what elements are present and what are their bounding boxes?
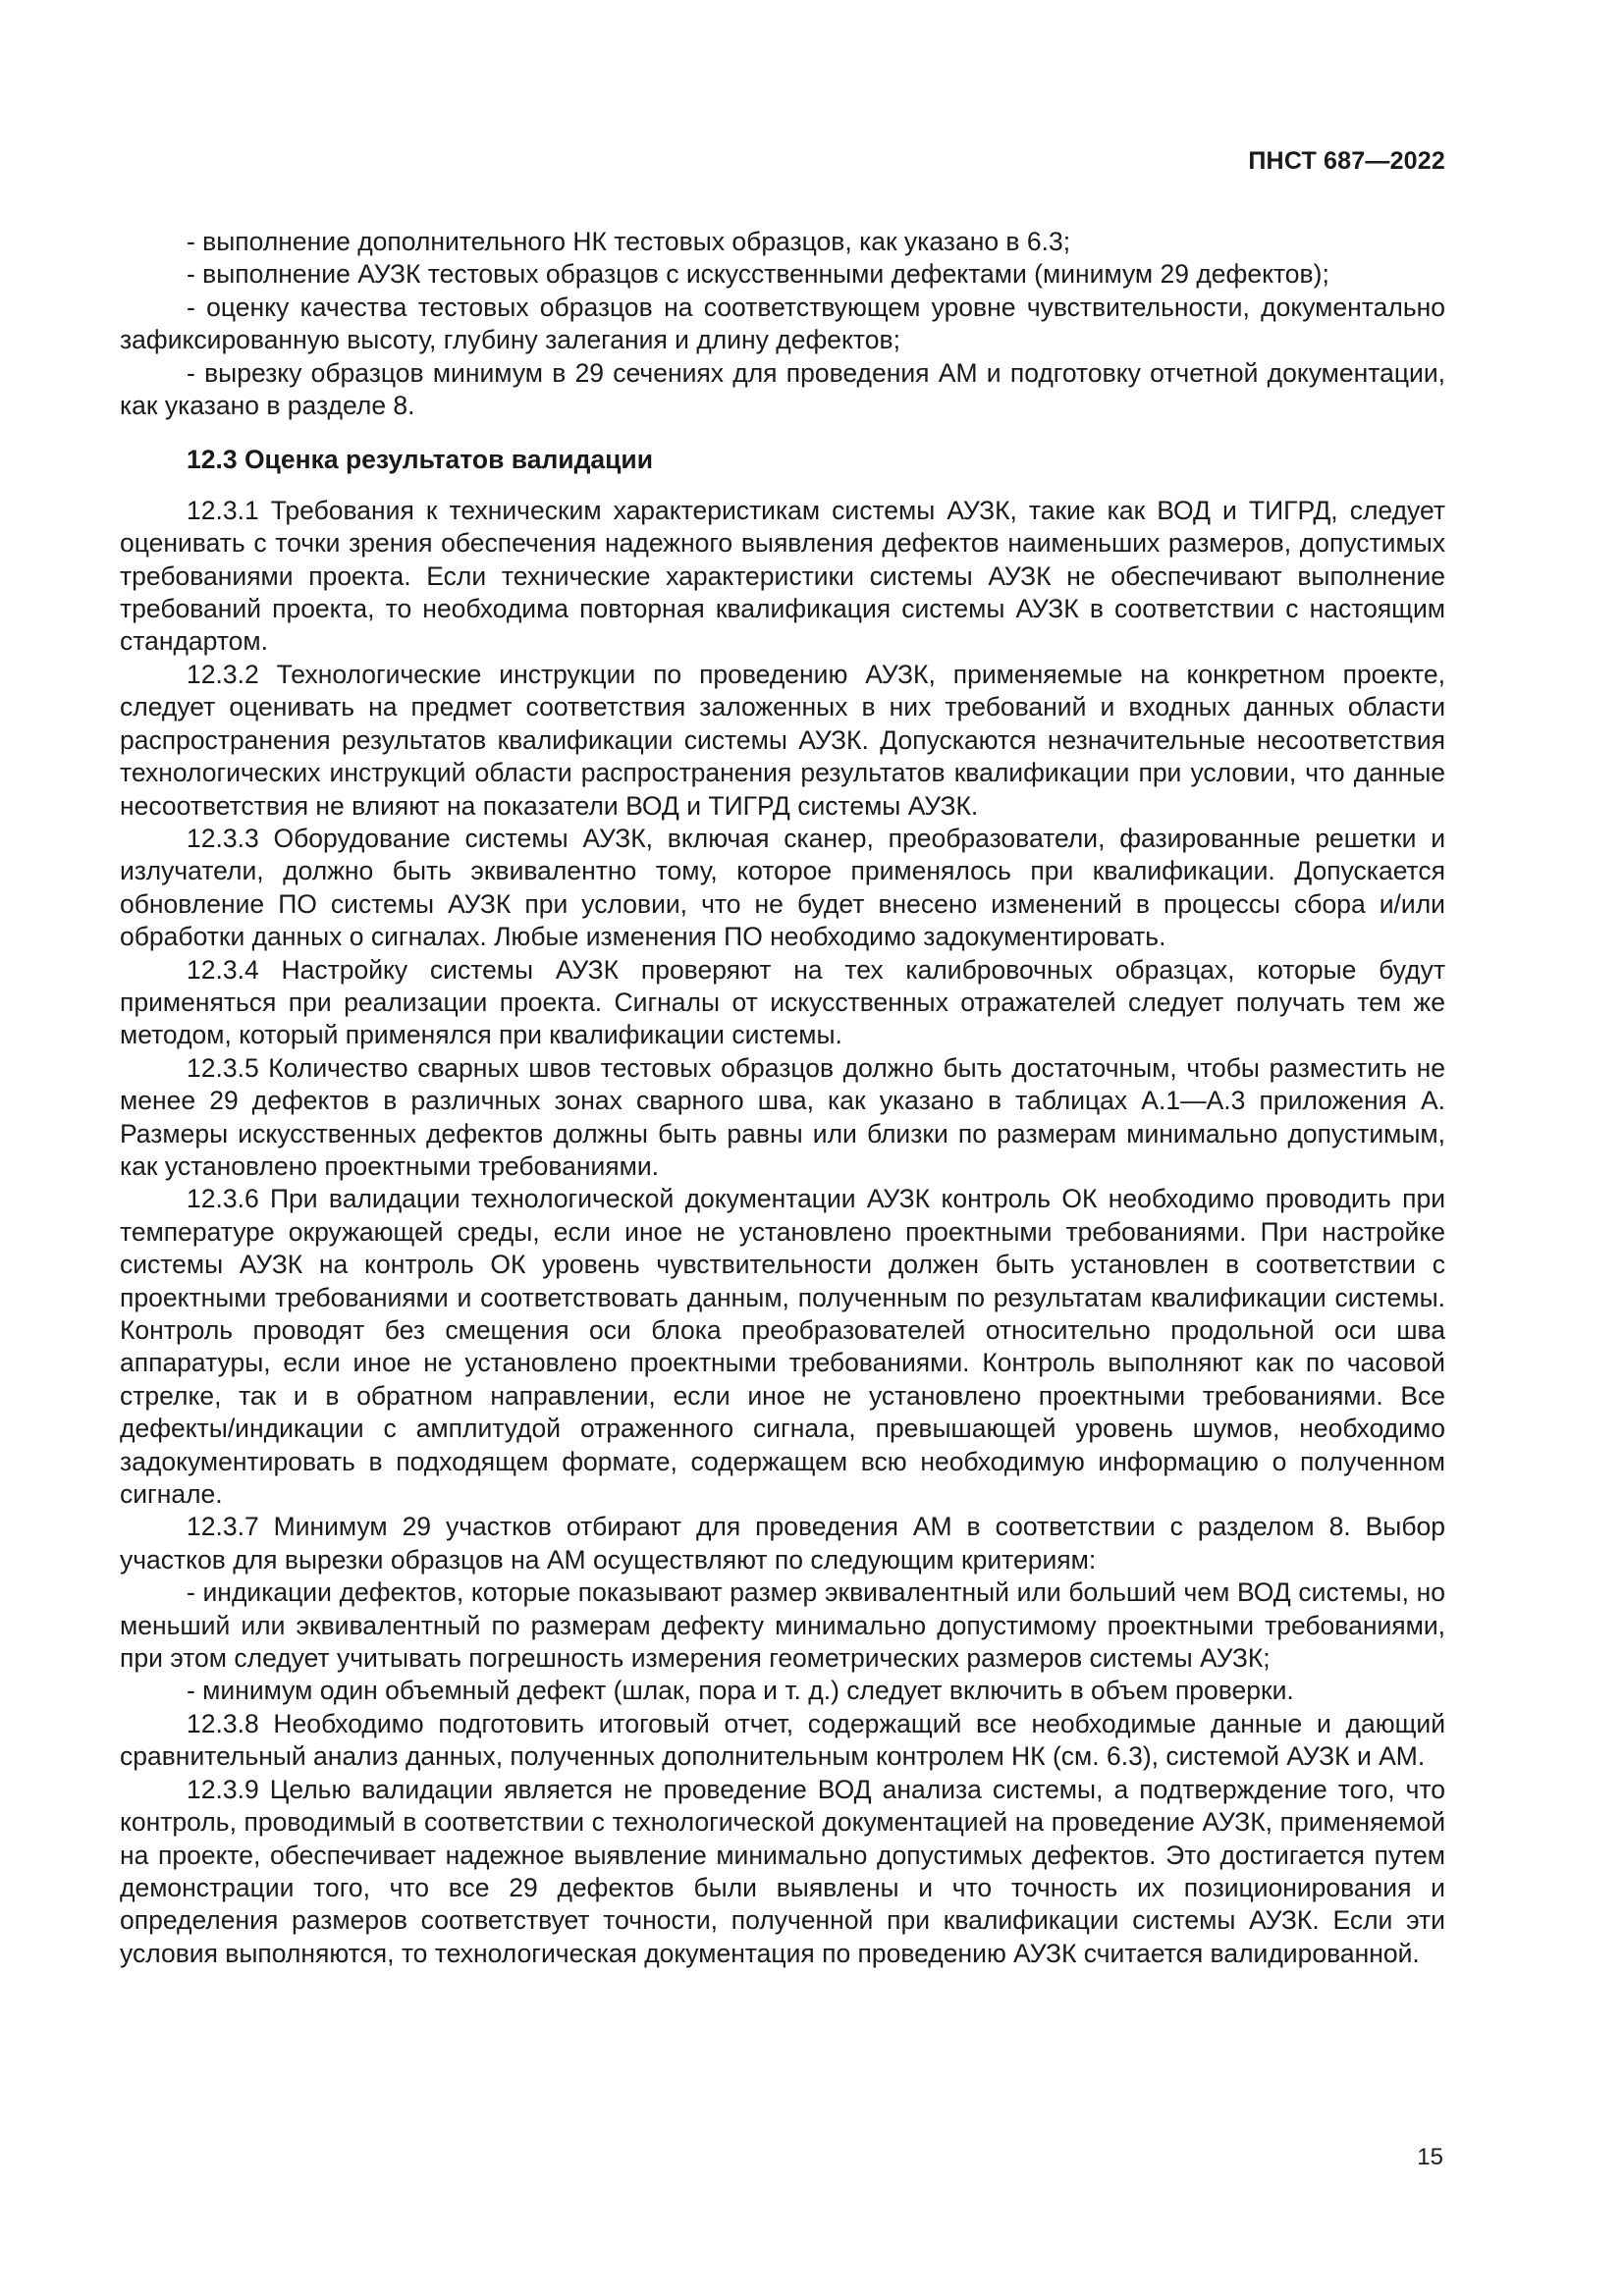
- section-heading: 12.3 Оценка результатов валидации: [187, 445, 653, 475]
- page-number: 15: [1417, 2144, 1443, 2170]
- paragraph-12-3-2: 12.3.2 Технологические инструкции по проведению АУЗК, применяемые на конкретном проекте, следует оценивать на предмет соответствия заложенных в них требований и входных данных области распространения результатов квалификации системы АУЗК. Допускаются незначительные несоответствия технологических инструкций области распространения результатов квалификации при условии, что данные несоответствия не влияют на показатели ВОД и ТИГРД системы АУЗК.: [120, 659, 1445, 821]
- paragraph-12-3-3: 12.3.3 Оборудование системы АУЗК, включая сканер, преобразователи, фазированные решетки и излучатели, должно быть эквивалентно тому, которое применялось при квалификации. Допускается обновление ПО системы АУЗК при условии, что не будет внесено изменений в процессы сбора и/или обработки данных о сигналах. Любые изменения ПО необходимо задокументировать.: [120, 823, 1445, 952]
- list-item-criterion-volumetric: - минимум один объемный дефект (шлак, пора и т. д.) следует включить в объем проверки.: [187, 1676, 1294, 1706]
- paragraph-12-3-1: 12.3.1 Требования к техническим характеристикам системы АУЗК, такие как ВОД и ТИГРД, следует оценивать с точки зрения обеспечения надежного выявления дефектов наименьших размеров, допустимых требованиями проекта. Если технические характеристики системы АУЗК не обеспечивают выполнение требований проекта, то необходима повторная квалификация системы АУЗК в соответствии с настоящим стандартом.: [120, 495, 1445, 657]
- document-code: ПНСТ 687—2022: [1248, 147, 1445, 175]
- paragraph-12-3-9: 12.3.9 Целью валидации является не проведение ВОД анализа системы, а подтверждение того, что контроль, проводимый в соответствии с технологической документацией на проведение АУЗК, применяемой на проекте, обеспечивает надежное выявление минимально допустимых дефектов. Это достигается путем демонстрации того, что все 29 дефектов были выявлены и что точность их позиционирования и определения размеров соответствует точности, полученной при квалификации системы АУЗК. Если эти условия выполняются, то технологическая документация по проведению АУЗК считается валидированной.: [120, 1774, 1445, 1968]
- paragraph-12-3-8: 12.3.8 Необходимо подготовить итоговый отчет, содержащий все необходимые данные и дающий сравнительный анализ данных, полученных дополнительным контролем НК (см. 6.3), системой АУЗК и АМ.: [120, 1708, 1445, 1772]
- list-item-ausk-test-samples: - выполнение АУЗК тестовых образцов с искусственными дефектами (минимум 29 дефектов);: [187, 259, 1329, 290]
- page-content: [120, 226, 1445, 1970]
- paragraph-12-3-4: 12.3.4 Настройку системы АУЗК проверяют на тех калибровочных образцах, которые будут применяться при реализации проекта. Сигналы от искусственных отражателей следует получать тем же методом, который применялся при квалификации системы.: [120, 954, 1445, 1050]
- list-item-additional-ndt: - выполнение дополнительного НК тестовых образцов, как указано в 6.3;: [187, 227, 1071, 256]
- paragraph-12-3-5: 12.3.5 Количество сварных швов тестовых образцов должно быть достаточным, чтобы разместить не менее 29 дефектов в различных зонах сварного шва, как указано в таблицах А.1—А.3 приложения А. Размеры искусственных дефектов должны быть равны или близки по размерам минимально допустимым, как установлено проектными требованиями.: [120, 1052, 1445, 1181]
- list-item-sample-cutting: - вырезку образцов минимум в 29 сечениях для проведения АМ и подготовку отчетной документации, как указано в разделе 8.: [120, 357, 1445, 421]
- paragraph-12-3-6: 12.3.6 При валидации технологической документации АУЗК контроль ОК необходимо проводить при температуре окружающей среды, если иное не установлено проектными требованиями. При настройке системы АУЗК на контроль ОК уровень чувствительности должен быть установлен в соответствии с проектными требованиями и соответствовать данным, полученным по результатам квалификации системы. Контроль проводят без смещения оси блока преобразователей относительно продольной оси шва аппаратуры, если иное не установлено проектными требованиями. Контроль выполняют как по часовой стрелке, так и в обратном направлении, если иное не установлено проектными требованиями. Все дефекты/индикации с амплитудой отраженного сигнала, превышающей уровень шумов, необходимо задокументировать в подходящем формате, содержащем всю необходимую информацию о полученном сигнале.: [120, 1184, 1445, 1510]
- list-item-criterion-indications: - индикации дефектов, которые показывают размер эквивалентный или больший чем ВОД системы, но меньший или эквивалентный по размерам дефекту минимально допустимому проектными требованиями, при этом следует учитывать погрешность измерения геометрических размеров системы АУЗК;: [120, 1577, 1445, 1674]
- list-item-quality-assessment: - оценку качества тестовых образцов на соответствующем уровне чувствительности, документально зафиксированную высоту, глубину залегания и длину дефектов;: [120, 292, 1445, 355]
- paragraph-12-3-7: 12.3.7 Минимум 29 участков отбирают для проведения АМ в соответствии с разделом 8. Выбор участков для вырезки образцов на АМ осуществляют по следующим критериям:: [120, 1512, 1445, 1575]
